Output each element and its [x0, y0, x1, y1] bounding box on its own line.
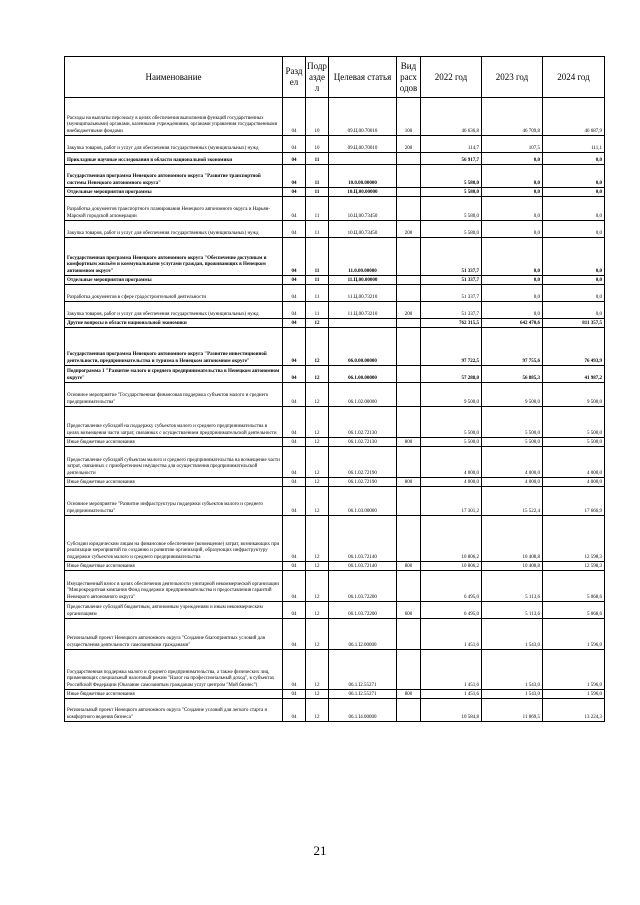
cell-expense-type: 600 — [397, 602, 421, 619]
cell-year-2022: 5 500,0 — [421, 407, 482, 438]
cell-expense-type — [397, 319, 421, 328]
cell-year-2024: 9 500,0 — [543, 383, 605, 407]
cell-name: Государственная программа Ненецкого автономного округа "Развитие транспортной системы Ненецкого автономного округа" — [65, 165, 283, 188]
cell-year-2022: 10 806,2 — [421, 516, 482, 562]
cell-razdel: 04 — [283, 562, 306, 571]
cell-razdel: 04 — [283, 285, 306, 302]
table-row — [65, 285, 605, 302]
cell-name: Закупка товаров, работ и услуг для обеспечения государственных (муниципальных) нужд — [65, 221, 283, 238]
cell-article: 10.0.00.00000 — [329, 165, 397, 188]
cell-year-2023: 11 869,5 — [482, 699, 543, 722]
cell-razdel: 04 — [283, 478, 306, 487]
cell-year-2022: 51 337,7 — [421, 302, 482, 319]
cell-article: 10.Ц.00.73450 — [329, 221, 397, 238]
cell-expense-type: 200 — [397, 302, 421, 319]
cell-year-2023: 1 543,0 — [482, 690, 543, 699]
cell-year-2024: 5 500,0 — [543, 407, 605, 438]
cell-year-2022: 10 806,2 — [421, 562, 482, 571]
cell-podrazdel: 12 — [306, 366, 329, 383]
cell-article: 06.1.03.72200 — [329, 571, 397, 602]
cell-razdel: 04 — [283, 153, 306, 165]
cell-year-2022: 6 495,0 — [421, 602, 482, 619]
cell-year-2024: 5 068,6 — [543, 602, 605, 619]
table-row — [65, 619, 605, 650]
table-row — [65, 319, 605, 328]
cell-year-2022: 6 495,0 — [421, 571, 482, 602]
cell-name: Государственная поддержка малого и среднего предпринимательства, а также физических лиц, применяющих специальный налоговый режим "Налог на профессиональный доход", в субъектах Российской Федерации (Оказание самозанятым гражданам услуг центром "Мой бизнес") — [65, 650, 283, 690]
cell-article: 06.1.00.00000 — [329, 366, 397, 383]
cell-name: Закупка товаров, работ и услуг для обеспечения государственных (муниципальных) нужд — [65, 302, 283, 319]
cell-year-2023: 46 709,8 — [482, 98, 543, 136]
cell-name: Отдельные мероприятия программы — [65, 276, 283, 285]
cell-expense-type — [397, 487, 421, 516]
cell-year-2022: 5 580,0 — [421, 197, 482, 221]
cell-podrazdel: 11 — [306, 188, 329, 197]
cell-article: 06.1.I2.55271 — [329, 690, 397, 699]
cell-razdel: 04 — [283, 407, 306, 438]
cell-article: 06.1.I2.00000 — [329, 619, 397, 650]
cell-article: 06.1.03.72140 — [329, 516, 397, 562]
cell-expense-type — [397, 650, 421, 690]
cell-podrazdel: 12 — [306, 328, 329, 366]
cell-year-2023: 9 500,0 — [482, 383, 543, 407]
cell-article: 11.Ц.00.73210 — [329, 302, 397, 319]
cell-article: 11.0.00.00000 — [329, 238, 397, 276]
table-row — [65, 699, 605, 722]
cell-expense-type: 200 — [397, 221, 421, 238]
cell-year-2022: 1 451,6 — [421, 619, 482, 650]
table-row — [65, 153, 605, 165]
cell-expense-type — [397, 165, 421, 188]
table-row — [65, 562, 605, 571]
cell-podrazdel: 12 — [306, 690, 329, 699]
cell-expense-type — [397, 276, 421, 285]
cell-expense-type — [397, 571, 421, 602]
cell-podrazdel: 10 — [306, 98, 329, 136]
table-row — [65, 650, 605, 690]
cell-year-2022: 5 500,0 — [421, 438, 482, 447]
cell-year-2024: 0,0 — [543, 302, 605, 319]
budget-table — [64, 56, 605, 722]
cell-year-2022: 1 451,6 — [421, 650, 482, 690]
cell-expense-type: 800 — [397, 690, 421, 699]
cell-podrazdel: 11 — [306, 302, 329, 319]
table-row — [65, 328, 605, 366]
cell-razdel: 04 — [283, 690, 306, 699]
cell-article: 09.Ц.00.70010 — [329, 136, 397, 153]
cell-year-2024: 13 224,3 — [543, 699, 605, 722]
cell-year-2023: 642 470,6 — [482, 319, 543, 328]
cell-razdel: 04 — [283, 136, 306, 153]
cell-year-2024: 0,0 — [543, 238, 605, 276]
cell-article: 06.1.03.72140 — [329, 562, 397, 571]
cell-year-2023: 0,0 — [482, 276, 543, 285]
cell-name: Иные бюджетные ассигнования — [65, 690, 283, 699]
table-row — [65, 197, 605, 221]
cell-expense-type — [397, 188, 421, 197]
cell-year-2024: 0,0 — [543, 197, 605, 221]
cell-year-2022: 4 000,0 — [421, 447, 482, 478]
cell-article: 11.Ц.00.00000 — [329, 276, 397, 285]
cell-expense-type — [397, 516, 421, 562]
cell-year-2023: 4 000,0 — [482, 447, 543, 478]
cell-article: 06.1.03.72200 — [329, 602, 397, 619]
table-row — [65, 221, 605, 238]
cell-expense-type: 800 — [397, 562, 421, 571]
cell-article: 06.1.02.72190 — [329, 478, 397, 487]
cell-article: 10.Ц.00.73450 — [329, 197, 397, 221]
cell-article — [329, 319, 397, 328]
cell-expense-type: 800 — [397, 438, 421, 447]
cell-podrazdel: 12 — [306, 516, 329, 562]
cell-name: Предоставление субсидий бюджетным, автономным учреждениям и иным некоммерческим организациям — [65, 602, 283, 619]
page-number: 21 — [313, 843, 327, 858]
table-body — [65, 98, 605, 722]
cell-expense-type: 800 — [397, 478, 421, 487]
cell-razdel: 04 — [283, 165, 306, 188]
cell-year-2022: 56 917,7 — [421, 153, 482, 165]
cell-year-2023: 5 113,6 — [482, 571, 543, 602]
cell-razdel: 04 — [283, 221, 306, 238]
cell-article: 06.1.02.72130 — [329, 407, 397, 438]
cell-year-2024: 0,0 — [543, 285, 605, 302]
cell-year-2023: 5 500,0 — [482, 407, 543, 438]
table-row — [65, 516, 605, 562]
cell-podrazdel: 12 — [306, 319, 329, 328]
table-row — [65, 276, 605, 285]
cell-expense-type: 200 — [397, 136, 421, 153]
cell-name: Государственная программа Ненецкого автономного округа "Обеспечение доступным и комфортным жильём и коммунальными услугами граждан, проживающих в Ненецком автономном округе" — [65, 238, 283, 276]
cell-year-2023: 56 885,3 — [482, 366, 543, 383]
cell-expense-type — [397, 153, 421, 165]
cell-year-2024: 0,0 — [543, 221, 605, 238]
cell-year-2024: 12 598,3 — [543, 562, 605, 571]
cell-razdel: 04 — [283, 197, 306, 221]
header-razdel: Разд ел — [283, 57, 306, 98]
table-row — [65, 478, 605, 487]
cell-article: 06.0.00.00000 — [329, 328, 397, 366]
cell-article: 09.Ц.00.70010 — [329, 98, 397, 136]
cell-article: 06.1.03.00000 — [329, 487, 397, 516]
header-name: Наименование — [65, 57, 283, 98]
cell-razdel: 04 — [283, 328, 306, 366]
cell-name: Региональный проект Ненецкого автономного округа "Создание условий для легкого старта и комфортного ведения бизнеса" — [65, 699, 283, 722]
table-row — [65, 98, 605, 136]
cell-year-2023: 4 000,0 — [482, 478, 543, 487]
table-row — [65, 407, 605, 438]
table-header-row — [65, 57, 605, 98]
cell-name: Прикладные научные исследования в области национальной экономики — [65, 153, 283, 165]
cell-article: 06.1.02.00000 — [329, 383, 397, 407]
cell-year-2022: 5 580,0 — [421, 188, 482, 197]
cell-razdel: 04 — [283, 699, 306, 722]
cell-year-2023: 0,0 — [482, 153, 543, 165]
cell-name: Иные бюджетные ассигнования — [65, 562, 283, 571]
cell-year-2024: 5 500,0 — [543, 438, 605, 447]
table-row — [65, 447, 605, 478]
cell-name: Предоставление субсидий субъектам малого и среднего предпринимательства на возмещение части затрат, связанных с приобретением имущества для осуществления предпринимательской деятельности — [65, 447, 283, 478]
cell-name: Основное мероприятие "Развитие инфраструктуры поддержки субъектов малого и среднего предпринимательства" — [65, 487, 283, 516]
cell-razdel: 04 — [283, 516, 306, 562]
header-year-2022: 2022 год — [421, 57, 482, 98]
cell-podrazdel: 12 — [306, 487, 329, 516]
cell-podrazdel: 11 — [306, 153, 329, 165]
cell-razdel: 04 — [283, 276, 306, 285]
cell-year-2023: 0,0 — [482, 221, 543, 238]
cell-podrazdel: 11 — [306, 165, 329, 188]
cell-razdel: 04 — [283, 447, 306, 478]
cell-year-2022: 97 722,5 — [421, 328, 482, 366]
cell-razdel: 04 — [283, 487, 306, 516]
cell-podrazdel: 12 — [306, 478, 329, 487]
cell-article: 06.1.02.72190 — [329, 447, 397, 478]
table-row — [65, 238, 605, 276]
cell-year-2024: 0,0 — [543, 153, 605, 165]
cell-expense-type — [397, 447, 421, 478]
table-row — [65, 438, 605, 447]
table-row — [65, 690, 605, 699]
cell-year-2023: 5 113,6 — [482, 602, 543, 619]
cell-year-2024: 811 357,5 — [543, 319, 605, 328]
cell-article: 06.1.I2.55271 — [329, 650, 397, 690]
cell-year-2024: 5 068,6 — [543, 571, 605, 602]
cell-year-2024: 17 666,9 — [543, 487, 605, 516]
cell-year-2024: 111,1 — [543, 136, 605, 153]
cell-razdel: 04 — [283, 383, 306, 407]
cell-year-2023: 0,0 — [482, 285, 543, 302]
cell-razdel: 04 — [283, 602, 306, 619]
cell-expense-type — [397, 238, 421, 276]
cell-article: 10.Ц.00.00000 — [329, 188, 397, 197]
cell-year-2022: 114,7 — [421, 136, 482, 153]
table-row — [65, 571, 605, 602]
cell-podrazdel: 11 — [306, 221, 329, 238]
cell-podrazdel: 12 — [306, 699, 329, 722]
cell-expense-type — [397, 197, 421, 221]
cell-year-2023: 1 543,0 — [482, 619, 543, 650]
cell-name: Государственная программа Ненецкого автономного округа "Развитие инвестиционной деятельности, предпринимательства и туризма в Ненецком автономном округе" — [65, 328, 283, 366]
cell-expense-type — [397, 366, 421, 383]
cell-razdel: 04 — [283, 366, 306, 383]
header-year-2023: 2023 год — [482, 57, 543, 98]
cell-year-2023: 107,5 — [482, 136, 543, 153]
cell-year-2023: 10 408,8 — [482, 516, 543, 562]
cell-year-2024: 0,0 — [543, 276, 605, 285]
cell-article: 06.1.I4.00000 — [329, 699, 397, 722]
cell-expense-type — [397, 619, 421, 650]
header-year-2024: 2024 год — [543, 57, 605, 98]
cell-podrazdel: 12 — [306, 602, 329, 619]
cell-name: Основное мероприятие "Государственная финансовая поддержка субъектов малого и среднего предпринимательства" — [65, 383, 283, 407]
cell-name: Разработка документов в сфере градостроительной деятельности — [65, 285, 283, 302]
cell-razdel: 04 — [283, 619, 306, 650]
cell-podrazdel: 12 — [306, 407, 329, 438]
cell-expense-type — [397, 407, 421, 438]
cell-year-2024: 46 687,9 — [543, 98, 605, 136]
cell-year-2023: 0,0 — [482, 188, 543, 197]
cell-expense-type — [397, 383, 421, 407]
cell-year-2024: 0,0 — [543, 188, 605, 197]
cell-expense-type — [397, 699, 421, 722]
cell-year-2024: 12 598,3 — [543, 516, 605, 562]
table-row — [65, 383, 605, 407]
table-row — [65, 366, 605, 383]
table-row — [65, 165, 605, 188]
cell-razdel: 04 — [283, 188, 306, 197]
cell-year-2023: 5 500,0 — [482, 438, 543, 447]
cell-year-2024: 1 596,0 — [543, 619, 605, 650]
cell-year-2023: 0,0 — [482, 165, 543, 188]
cell-year-2023: 0,0 — [482, 238, 543, 276]
cell-year-2022: 10 584,8 — [421, 699, 482, 722]
header-expense-type: Вид расх одов — [397, 57, 421, 98]
cell-podrazdel: 12 — [306, 619, 329, 650]
cell-name: Региональный проект Ненецкого автономного округа "Создание благоприятных условий для осуществления деятельности самозанятыми гражданами" — [65, 619, 283, 650]
cell-expense-type — [397, 328, 421, 366]
cell-name: Субсидии юридическим лицам на финансовое обеспечение (возмещение) затрат, возникающих при реализации мероприятий по созданию и развитию организаций, образующих инфраструктуру поддержки субъектов малого и среднего предпринимательства — [65, 516, 283, 562]
cell-name: Имущественный взнос в целях обеспечения деятельности унитарной некоммерческой организации "Микрокредитная компания Фонд поддержки предпринимательства и предоставления гарантий Ненецкого автономного округа" — [65, 571, 283, 602]
cell-razdel: 04 — [283, 438, 306, 447]
header-article: Целевая статья — [329, 57, 397, 98]
cell-podrazdel: 11 — [306, 197, 329, 221]
cell-razdel: 04 — [283, 571, 306, 602]
cell-year-2024: 41 987,2 — [543, 366, 605, 383]
cell-year-2024: 4 000,0 — [543, 447, 605, 478]
cell-razdel: 04 — [283, 302, 306, 319]
cell-name: Другие вопросы в области национальной экономики — [65, 319, 283, 328]
cell-year-2022: 4 000,0 — [421, 478, 482, 487]
cell-razdel: 04 — [283, 650, 306, 690]
cell-podrazdel: 11 — [306, 285, 329, 302]
cell-name: Предоставление субсидий на поддержку субъектов малого и среднего предпринимательства в целях возмещения части затрат, связанных с осуществлением предпринимательской деятельности — [65, 407, 283, 438]
cell-razdel: 04 — [283, 319, 306, 328]
cell-year-2022: 51 337,7 — [421, 276, 482, 285]
cell-year-2022: 57 288,0 — [421, 366, 482, 383]
cell-year-2022: 46 636,8 — [421, 98, 482, 136]
cell-year-2024: 4 000,0 — [543, 478, 605, 487]
cell-year-2023: 97 755,6 — [482, 328, 543, 366]
cell-article: 11.Ц.00.73210 — [329, 285, 397, 302]
cell-name: Разработка документов транспортного планирования Ненецкого автономного округа и Нарьян-Марской городской агломерации — [65, 197, 283, 221]
cell-name: Подпрограмма 1 "Развитие малого и среднего предпринимательства в Ненецком автономном округе" — [65, 366, 283, 383]
cell-year-2022: 17 301,2 — [421, 487, 482, 516]
cell-podrazdel: 11 — [306, 238, 329, 276]
cell-razdel: 04 — [283, 98, 306, 136]
cell-article — [329, 153, 397, 165]
cell-expense-type: 100 — [397, 98, 421, 136]
cell-year-2023: 1 543,0 — [482, 650, 543, 690]
cell-podrazdel: 12 — [306, 650, 329, 690]
cell-year-2023: 10 408,8 — [482, 562, 543, 571]
cell-name: Иные бюджетные ассигнования — [65, 438, 283, 447]
table-row — [65, 188, 605, 197]
table-row — [65, 602, 605, 619]
cell-year-2023: 0,0 — [482, 302, 543, 319]
cell-name: Расходы на выплаты персоналу в целях обеспечения выполнения функций государственных (муниципальными) органами, казенными учреждениями, органами управления государственными внебюджетными фондами — [65, 98, 283, 136]
cell-podrazdel: 11 — [306, 276, 329, 285]
cell-year-2022: 5 580,0 — [421, 165, 482, 188]
cell-podrazdel: 12 — [306, 383, 329, 407]
table-row — [65, 136, 605, 153]
cell-year-2022: 762 315,5 — [421, 319, 482, 328]
cell-name: Иные бюджетные ассигнования — [65, 478, 283, 487]
cell-podrazdel: 10 — [306, 136, 329, 153]
cell-podrazdel: 12 — [306, 438, 329, 447]
cell-podrazdel: 12 — [306, 571, 329, 602]
cell-year-2022: 51 337,7 — [421, 285, 482, 302]
cell-year-2022: 51 337,7 — [421, 238, 482, 276]
cell-year-2024: 1 596,0 — [543, 690, 605, 699]
cell-podrazdel: 12 — [306, 562, 329, 571]
cell-year-2023: 0,0 — [482, 197, 543, 221]
cell-year-2024: 0,0 — [543, 165, 605, 188]
cell-razdel: 04 — [283, 238, 306, 276]
cell-name: Отдельные мероприятия программы — [65, 188, 283, 197]
cell-expense-type — [397, 285, 421, 302]
header-podrazdel: Подр азде л — [306, 57, 329, 98]
cell-year-2022: 5 580,0 — [421, 221, 482, 238]
table-row — [65, 302, 605, 319]
cell-name: Закупка товаров, работ и услуг для обеспечения государственных (муниципальных) нужд — [65, 136, 283, 153]
cell-year-2024: 1 596,0 — [543, 650, 605, 690]
cell-podrazdel: 12 — [306, 447, 329, 478]
cell-year-2023: 15 522,4 — [482, 487, 543, 516]
cell-article: 06.1.02.72130 — [329, 438, 397, 447]
table-row — [65, 487, 605, 516]
cell-year-2022: 1 451,6 — [421, 690, 482, 699]
cell-year-2022: 9 500,0 — [421, 383, 482, 407]
cell-year-2024: 76 493,9 — [543, 328, 605, 366]
